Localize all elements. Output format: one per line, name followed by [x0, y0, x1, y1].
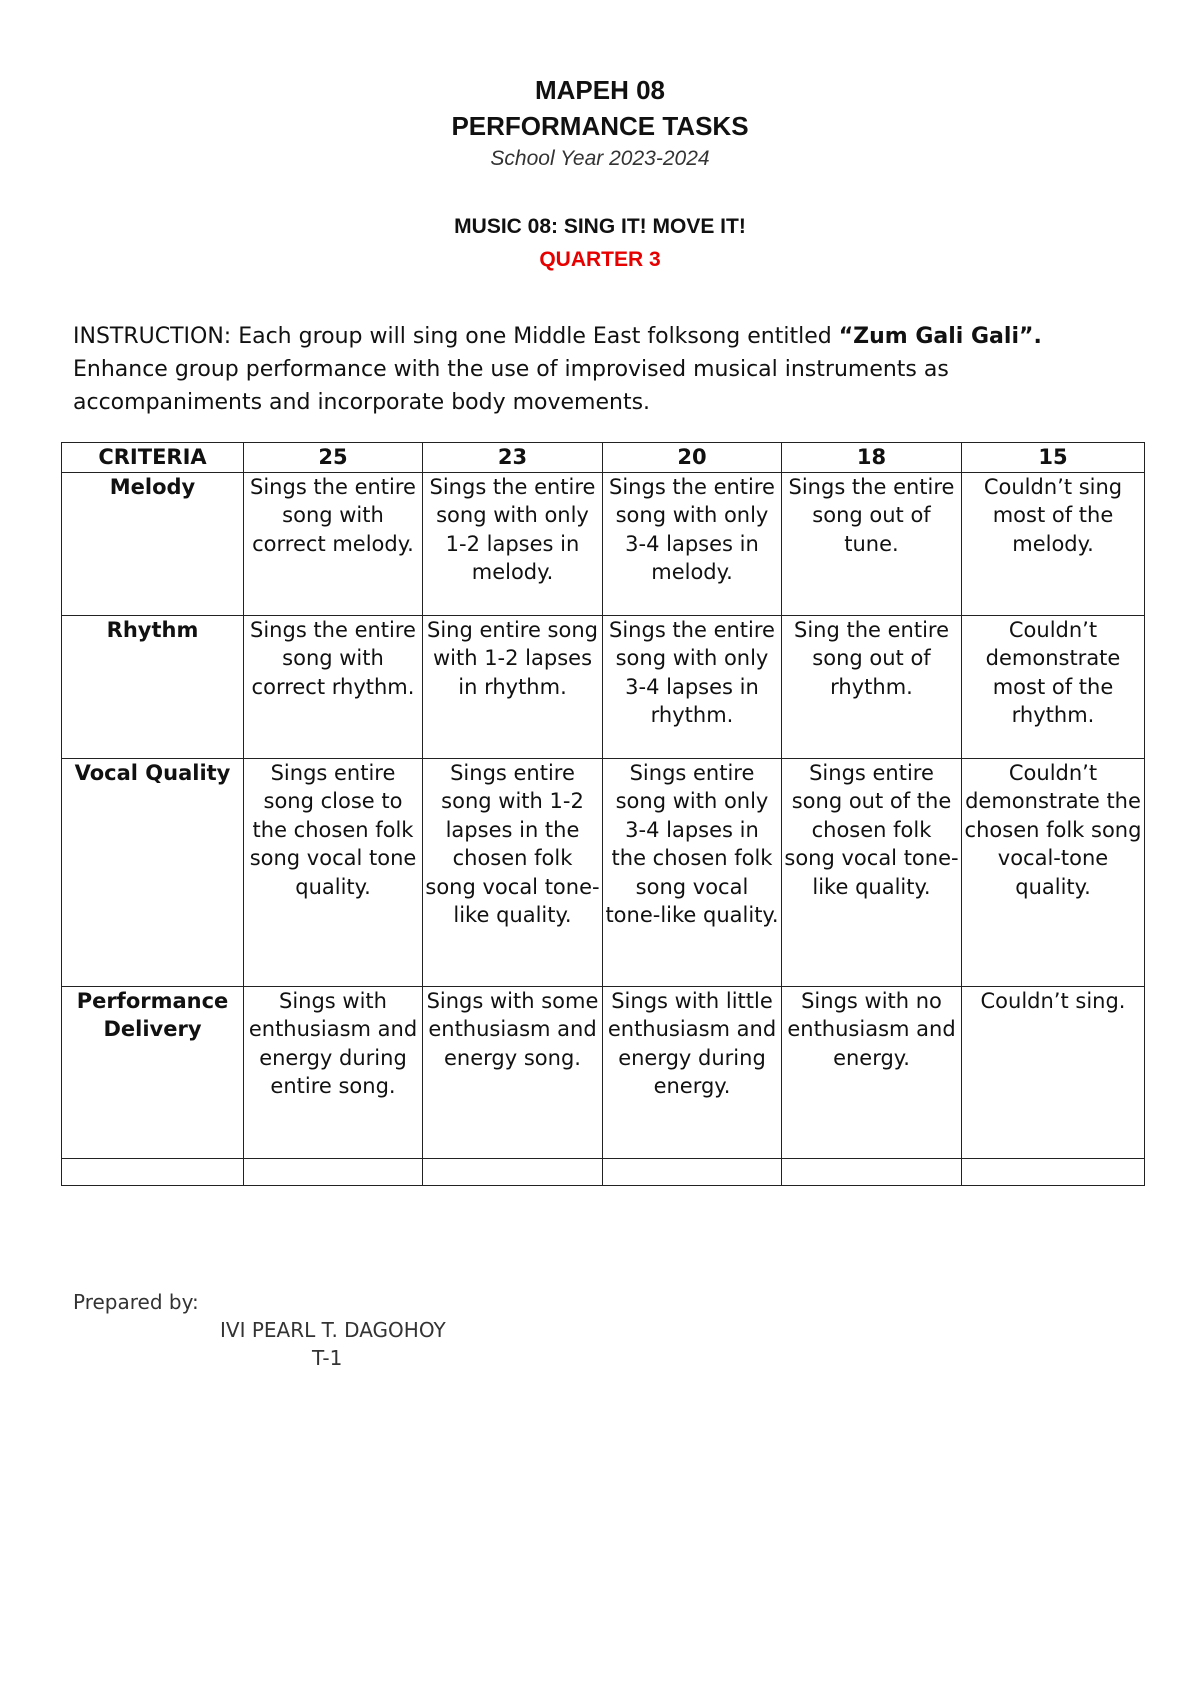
- empty-cell: [962, 1158, 1145, 1185]
- table-row: [62, 758, 1145, 986]
- empty-cell: [603, 1158, 782, 1185]
- rubric-cell: Couldn’t sing most of the melody.: [962, 472, 1145, 615]
- quarter-label: QUARTER 3: [539, 248, 661, 271]
- prepared-by-label: Prepared by:: [73, 1290, 199, 1314]
- rubric-cell: Couldn’t demonstrate most of the rhythm.: [962, 615, 1145, 758]
- rubric-cell: Sings entire song close to the chosen folk song vocal tone quality.: [244, 758, 423, 986]
- criteria-cell: Vocal Quality: [62, 758, 244, 986]
- rubric-cell: Sings the entire song with only 1-2 lapses in melody.: [423, 472, 603, 615]
- empty-cell: [244, 1158, 423, 1185]
- rubric-cell: Sings entire song with 1-2 lapses in the chosen folk song vocal tone-like quality.: [423, 758, 603, 986]
- criteria-cell: Melody: [62, 472, 244, 615]
- rubric-cell: Couldn’t sing.: [962, 986, 1145, 1158]
- header-score: 15: [962, 443, 1145, 473]
- rubric-cell: Sings entire song with only 3-4 lapses in the chosen folk song vocal tone-like quality.: [603, 758, 782, 986]
- rubric-table: [61, 442, 1145, 1186]
- header-score: 18: [782, 443, 962, 473]
- empty-row: [62, 1158, 1145, 1185]
- rubric-cell: Sings the entire song with only 3-4 lapses in rhythm.: [603, 615, 782, 758]
- header-score: 25: [244, 443, 423, 473]
- criteria-cell: Performance Delivery: [62, 986, 244, 1158]
- header-criteria: CRITERIA: [62, 443, 244, 473]
- header-score: 23: [423, 443, 603, 473]
- preparer-name: IVI PEARL T. DAGOHOY: [220, 1318, 446, 1342]
- school-year: School Year 2023-2024: [490, 147, 710, 170]
- instruction-text-2: Enhance group performance with the use of improvised musical instruments as accompaniments and incorporate body movements.: [73, 357, 949, 415]
- table-row: [62, 986, 1145, 1158]
- rubric-cell: Couldn’t demonstrate the chosen folk song vocal-tone quality.: [962, 758, 1145, 986]
- rubric-cell: Sings the entire song with only 3-4 lapses in melody.: [603, 472, 782, 615]
- empty-cell: [423, 1158, 603, 1185]
- table-row: [62, 615, 1145, 758]
- header-row: [62, 443, 1145, 473]
- instruction-paragraph: [73, 320, 1143, 419]
- table-row: [62, 472, 1145, 615]
- rubric-cell: Sing entire song with 1-2 lapses in rhythm.: [423, 615, 603, 758]
- instruction-text-1: INSTRUCTION: Each group will sing one Middle East folksong entitled: [73, 324, 839, 349]
- subject-title: MAPEH 08: [534, 75, 666, 105]
- rubric-cell: Sings the entire song with correct rhythm.: [244, 615, 423, 758]
- header-score: 20: [603, 443, 782, 473]
- criteria-cell: Rhythm: [62, 615, 244, 758]
- empty-cell: [62, 1158, 244, 1185]
- song-title: “Zum Gali Gali”.: [838, 324, 1042, 349]
- rubric-cell: Sings the entire song with correct melody.: [244, 472, 423, 615]
- empty-cell: [782, 1158, 962, 1185]
- preparer-position: T-1: [312, 1346, 343, 1370]
- rubric-cell: Sings with no enthusiasm and energy.: [782, 986, 962, 1158]
- document-title: PERFORMANCE TASKS: [451, 111, 749, 141]
- task-title: MUSIC 08: SING IT! MOVE IT!: [454, 215, 746, 238]
- document-header: [0, 72, 1200, 174]
- rubric-cell: Sings with some enthusiasm and energy song.: [423, 986, 603, 1158]
- rubric-cell: Sings entire song out of the chosen folk song vocal tone-like quality.: [782, 758, 962, 986]
- rubric-cell: Sings the entire song out of tune.: [782, 472, 962, 615]
- rubric-cell: Sing the entire song out of rhythm.: [782, 615, 962, 758]
- rubric-cell: Sings with little enthusiasm and energy during energy.: [603, 986, 782, 1158]
- rubric-cell: Sings with enthusiasm and energy during entire song.: [244, 986, 423, 1158]
